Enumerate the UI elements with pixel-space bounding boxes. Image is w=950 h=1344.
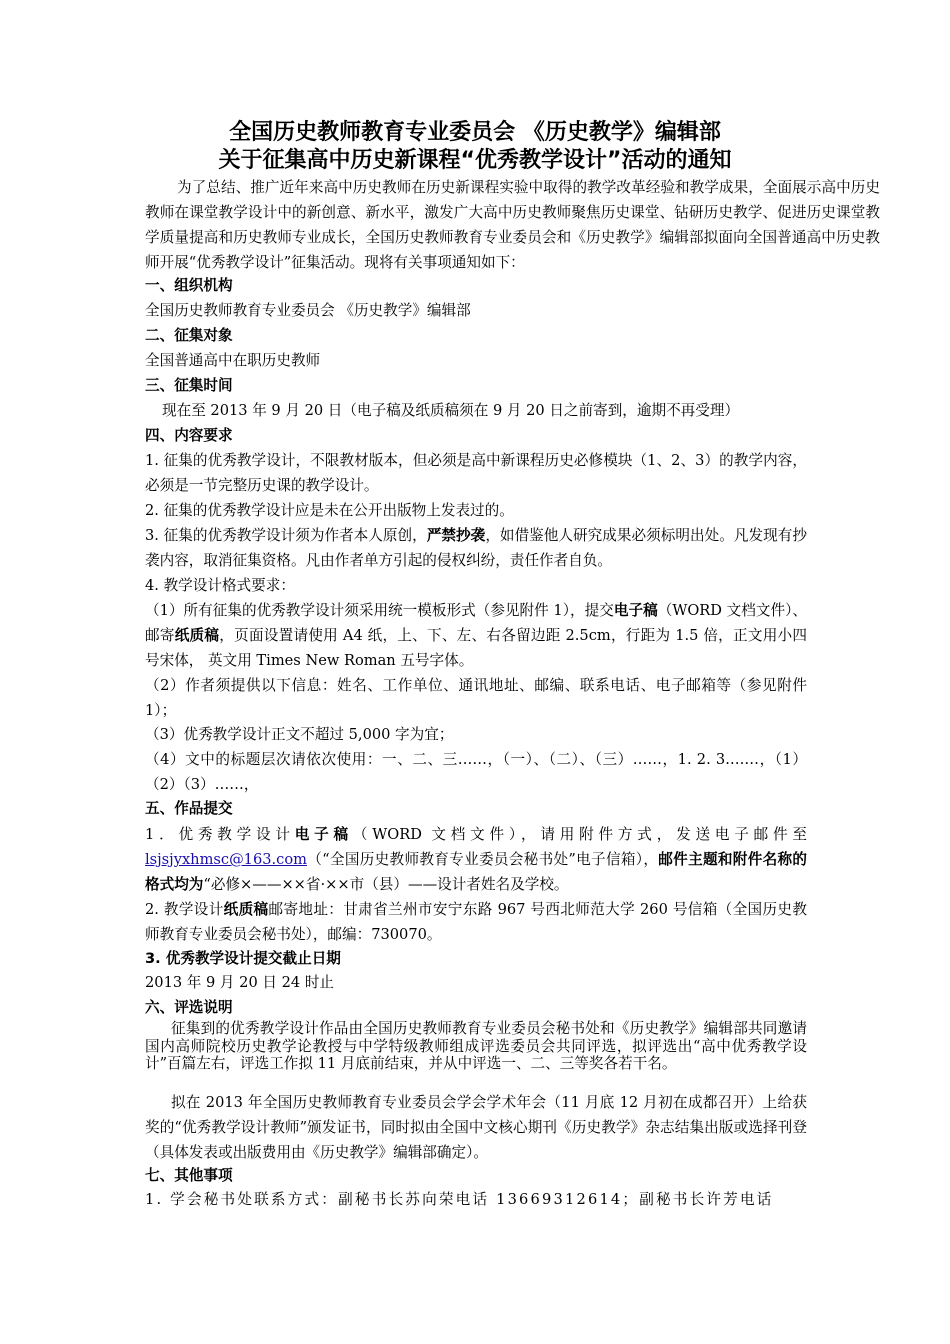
format-1-emphasis-a: 电子稿 (613, 602, 658, 619)
section-3-heading: 三、征集时间 (145, 377, 233, 394)
format-req-4: （4）文中的标题层次请依次使用：一、二、三……，（一）、（二）、（三）……，1. 2. 3.……，（1）（2）（3）……， (145, 751, 807, 793)
content-req-1: 1. 征集的优秀教学设计，不限教材版本，但必须是高中新课程历史必修模块（1、2、3）的教学内容，必须是一节完整历史课的教学设计。 (145, 452, 807, 494)
submit-1-emphasis: 电子稿 (294, 826, 353, 843)
format-1-text-a: （1）所有征集的优秀教学设计须采用统一模板形式（参见附件 1），提交 (145, 602, 614, 619)
section-2-heading: 二、征集对象 (145, 327, 233, 344)
section-1-text: 全国历史教师教育专业委员会 《历史教学》编辑部 (145, 302, 471, 319)
section-7-heading: 七、其他事项 (145, 1167, 233, 1184)
selection-paragraph-2: 拟在 2013 年全国历史教师教育专业委员会学会学术年会（11 月底 12 月初在成都召开）上给获奖的“优秀教学设计教师”颁发证书，同时拟由全国中文核心期刊《历史教学》杂志结集出版或选择刊登（具体发表或出版费用由《历史教学》编辑部确定）。 (145, 1094, 807, 1161)
submit-item-1 (145, 822, 807, 897)
req-3-emphasis: 严禁抄袭 (426, 527, 486, 544)
section-4-heading: 四、内容要求 (145, 427, 233, 444)
req-3-text-a: 3. 征集的优秀教学设计须为作者本人原创， (145, 527, 427, 544)
section-2-text: 全国普通高中在职历史教师 (145, 352, 321, 369)
section-6-heading: 六、评选说明 (145, 999, 233, 1016)
format-1-text-b: （WORD 文档文件）、邮寄 (145, 602, 807, 644)
email-link[interactable]: lsjsjyxhmsc@163.com (145, 851, 307, 868)
section-1-heading: 一、组织机构 (145, 277, 233, 294)
submit-2-emphasis: 纸质稿 (223, 901, 269, 918)
submit-1-format-text: “必修×——××省·××市（县）——设计者姓名及学校。 (203, 876, 569, 893)
format-1-text-c: ，页面设置请使用 A4 纸，上、下、左、右各留边距 2.5cm，行距为 1.5 倍，正文用小四号宋体， 英文用 Times New Roman 五号字体。 (145, 627, 807, 669)
submit-1-text-b: （WORD 文档文件），请用附件方式，发送电子邮件至 (352, 826, 807, 843)
content-req-3 (145, 523, 807, 573)
format-req-2: （2）作者须提供以下信息：姓名、工作单位、通讯地址、邮编、联系电话、电子邮箱等（参见附件 1）； (145, 677, 807, 719)
submit-deadline-heading: 3. 优秀教学设计提交截止日期 (145, 950, 341, 967)
format-req-3: （3）优秀教学设计正文不超过 5,000 字为宜； (145, 726, 454, 743)
submit-2-text-a: 2. 教学设计 (145, 901, 224, 918)
content-req-4: 4. 教学设计格式要求： (145, 577, 295, 594)
other-item-1: 1. 学会秘书处联系方式：副秘书长苏向荣电话 13669312614；副秘书长许芳电话 (145, 1191, 774, 1208)
submit-2-text-b: 邮寄地址：甘肃省兰州市安宁东路 967 号西北师范大学 260 号信箱（全国历史教师教育专业委员会秘书处），邮编：730070。 (145, 901, 807, 943)
submit-1-text-c: （“全国历史教师教育专业委员会秘书处”电子信箱）， (306, 851, 659, 868)
submit-deadline-text: 2013 年 9 月 20 日 24 时止 (145, 974, 335, 991)
document-title-line-1: 全国历史教师教育专业委员会 《历史教学》编辑部 (229, 120, 721, 145)
section-3-text: 现在至 2013 年 9 月 20 日（电子稿及纸质稿须在 9 月 20 日之前寄到，逾期不再受理） (162, 402, 740, 419)
document-title-line-2: 关于征集高中历史新课程“优秀教学设计”活动的通知 (218, 148, 732, 173)
submit-1-format-emphasis: 邮件主题和附件名称的格式均为 (145, 851, 807, 893)
section-5-heading: 五、作品提交 (145, 800, 233, 817)
content-req-2: 2. 征集的优秀教学设计应是未在公开出版物上发表过的。 (145, 502, 514, 519)
submit-item-2 (145, 897, 807, 947)
format-1-emphasis-b: 纸质稿 (174, 627, 220, 644)
submit-1-text-a: 1．优秀教学设计 (145, 826, 295, 843)
req-3-text-b: ，如借鉴他人研究成果必须标明出处。凡发现有抄袭内容，取消征集资格。凡由作者单方引起的侵权纠纷，责任作者自负。 (145, 527, 807, 569)
selection-paragraph-1: 征集到的优秀教学设计作品由全国历史教师教育专业委员会秘书处和《历史教学》编辑部共同邀请国内高师院校历史教学论教授与中学特级教师组成评选委员会共同评选，拟评选出“高中优秀教学设计”百篇左右，评选工作拟 11 月底前结束，并从中评选一、二、三等奖各若干名。 (145, 1020, 807, 1072)
intro-paragraph: 为了总结、推广近年来高中历史教师在历史新课程实验中取得的教学改革经验和教学成果，全面展示高中历史教师在课堂教学设计中的新创意、新水平，激发广大高中历史教师聚焦历史课堂、钻研历史教学、促进历史课堂教学质量提高和历史教师专业成长，全国历史教师教育专业委员会和《历史教学》编辑部拟面向全国普通高中历史教师开展“优秀教学设计”征集活动。现将有关事项通知如下： (145, 179, 880, 271)
format-req-1 (145, 598, 807, 673)
